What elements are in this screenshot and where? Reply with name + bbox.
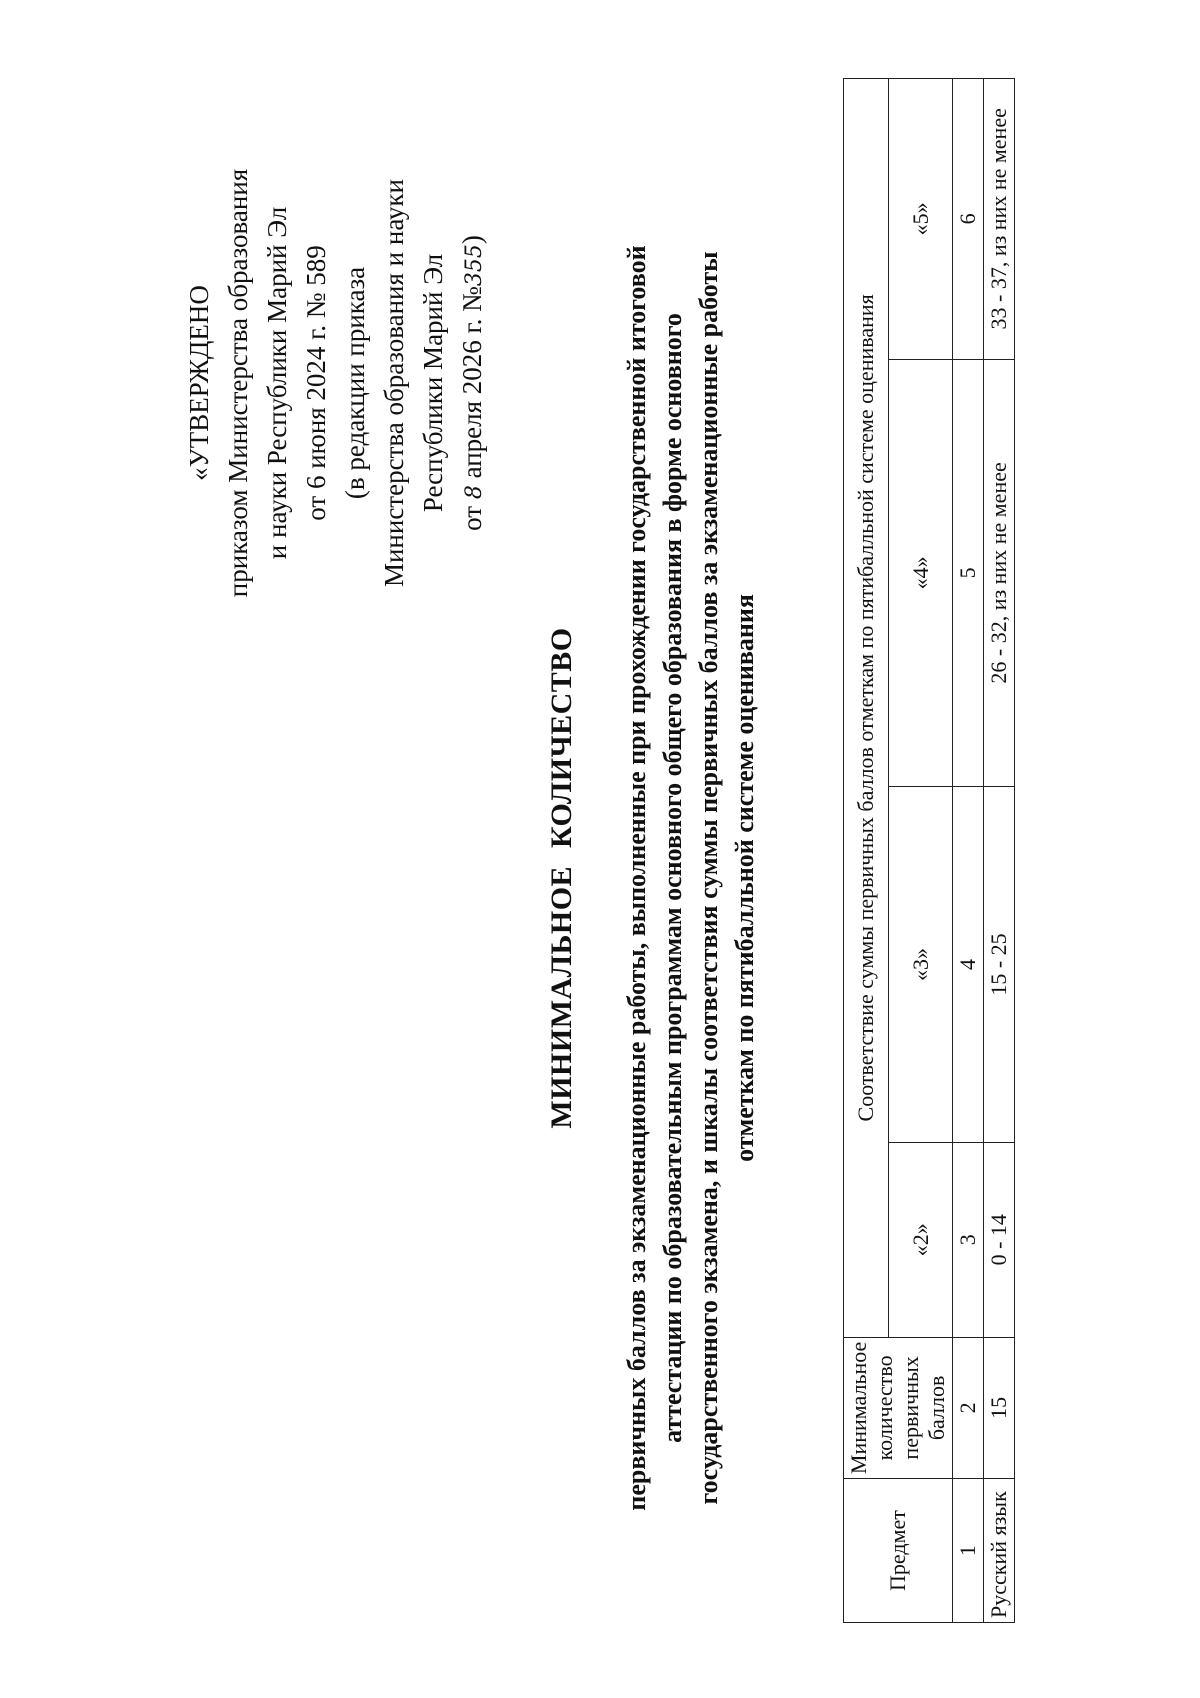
column-number: 1 [953,1479,984,1623]
table-header-row [844,79,889,1623]
header-grade-3: «3» [889,787,953,1143]
cell-grade-4: 26 - 32, из них не менее [984,359,1015,787]
header-grade-2: «2» [889,1142,953,1337]
date-middle: апреля 2026 г. № [457,286,487,486]
approval-line: приказом Министерства образования [223,168,253,598]
cell-min-score: 15 [984,1337,1015,1478]
column-number: 2 [953,1337,984,1478]
table-row [984,79,1015,1623]
approval-line: и науки Республики Марий Эл [262,206,292,560]
cell-grade-5: 33 - 37, из них не менее [984,79,1015,360]
document-heading [545,128,763,1628]
column-number: 5 [953,359,984,787]
cell-grade-2: 0 - 14 [984,1142,1015,1337]
approval-line: Республики Марий Эл [418,253,448,513]
score-scale-table [843,78,1015,1623]
approval-stamp-block [180,148,494,618]
cell-subject: Русский язык [984,1479,1015,1623]
column-number-row [953,79,984,1623]
column-number: 6 [953,79,984,360]
date-suffix: ) [457,235,487,245]
document-title: МИНИМАЛЬНОЕ КОЛИЧЕСТВО [545,627,578,1129]
approval-line: от 6 июня 2024 г. № 589 [301,245,331,521]
header-subject: Предмет [844,1479,953,1623]
header-grade-4: «4» [889,359,953,787]
column-number: 4 [953,787,984,1143]
column-number: 3 [953,1142,984,1337]
approval-line-date [453,148,494,618]
subtitle-line: аттестации по образовательным программам основного общего образования в форме основного [658,313,687,1443]
subtitle-line: первичных баллов за экзаменационные работы, выполненные при прохождении государственной итоговой [622,245,651,1511]
approval-line: «УТВЕРЖДЕНО [184,285,214,481]
approval-line: (в редакции приказа [340,266,370,500]
handwritten-day: 8 [462,485,487,500]
handwritten-order-number: 355 [462,244,487,287]
header-grade-group: Соответствие суммы первичных баллов отметкам по пятибалльной системе оценивания [844,79,889,1338]
subtitle-line: отметкам по пятибалльной системе оценивания [730,594,759,1162]
date-prefix: от [457,499,487,531]
cell-grade-3: 15 - 25 [984,787,1015,1143]
approval-line: Министерства образования и науки [379,178,409,588]
header-grade-5: «5» [889,79,953,360]
header-min-score: Минимальное количество первичных баллов [844,1337,953,1478]
subtitle-line: государственного экзамена, и шкалы соответствия суммы первичных баллов за экзаменационные работы [694,251,723,1505]
